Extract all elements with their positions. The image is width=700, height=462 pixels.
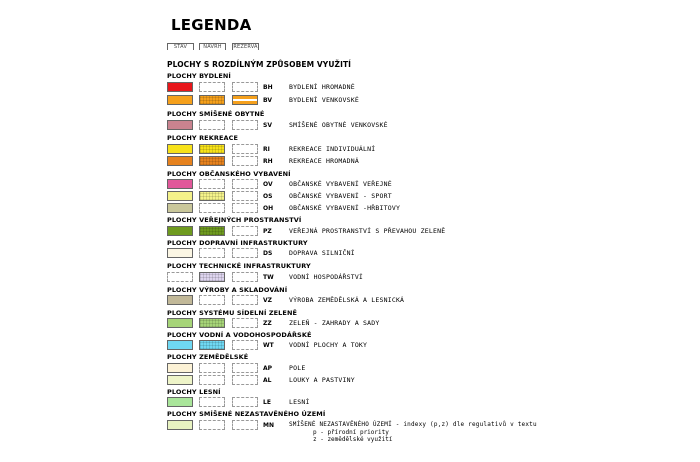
swatch-ov-stav — [167, 179, 193, 189]
swatch-ri-stav — [167, 144, 193, 154]
swatch-mn-rezerva — [232, 420, 258, 430]
swatch-bv-rezerva — [232, 95, 258, 105]
swatch-bh-rezerva — [232, 82, 258, 92]
code-oh: OH — [263, 205, 274, 212]
column-stav: STAV — [167, 43, 194, 50]
section-vyroby: PLOCHY VÝROBY A SKLADOVÁNÍ — [167, 286, 288, 294]
desc-al: LOUKY A PASTVINY — [289, 376, 355, 384]
desc-tw: VODNÍ HOSPODÁŘSTVÍ — [289, 273, 364, 281]
swatch-zz-navrh — [199, 318, 225, 328]
desc-oh: OBČANSKÉ VYBAVENÍ -HŘBITOVY — [289, 204, 401, 212]
swatch-vz-stav — [167, 295, 193, 305]
swatch-ds-navrh — [199, 248, 225, 258]
swatch-zz-stav — [167, 318, 193, 328]
desc-ds: DOPRAVA SILNIČNÍ — [289, 249, 355, 257]
column-rezerva: REZERVA — [233, 44, 258, 50]
desc-mn-sub-z: z - zemědělské využití — [313, 436, 393, 443]
code-os: OS — [263, 193, 273, 200]
swatch-vz-rezerva — [232, 295, 258, 305]
desc-mn-sub-p: p - přírodní priority — [313, 429, 389, 436]
code-al: AL — [263, 377, 272, 384]
section-rekreace: PLOCHY REKREACE — [167, 134, 239, 142]
section-obcanske: PLOCHY OBČANSKÉHO VYBAVENÍ — [167, 170, 291, 178]
swatch-os-navrh — [199, 191, 225, 201]
desc-le: LESNÍ — [289, 398, 310, 406]
desc-mn: SMÍŠENÉ NEZASTAVĚNÉHO ÚZEMÍ - indexy (p,z) dle regulativů v textu — [289, 421, 537, 428]
section-zemedelske: PLOCHY ZEMĚDĚLSKÉ — [167, 353, 249, 361]
section-zelene: PLOCHY SYSTÉMU SÍDELNÍ ZELENĚ — [167, 309, 298, 317]
swatch-pz-stav — [167, 226, 193, 236]
swatch-os-rezerva — [232, 191, 258, 201]
swatch-bh-stav — [167, 82, 193, 92]
desc-pz: VEŘEJNÁ PROSTRANSTVÍ S PŘEVAHOU ZELENĚ — [289, 227, 446, 235]
code-tw: TW — [263, 274, 274, 281]
swatch-wt-stav — [167, 340, 193, 350]
desc-ri: REKREACE INDIVIDUÁLNÍ — [289, 145, 376, 153]
desc-sv: SMÍŠENÉ OBYTNÉ VENKOVSKÉ — [289, 121, 388, 129]
swatch-pz-navrh — [199, 226, 225, 236]
swatch-oh-stav — [167, 203, 193, 213]
code-bv: BV — [263, 97, 272, 104]
swatch-ds-stav — [167, 248, 193, 258]
desc-bv: BYDLENÍ VENKOVSKÉ — [289, 96, 359, 104]
code-ov: OV — [263, 181, 273, 188]
swatch-tw-navrh — [199, 272, 225, 282]
swatch-ap-rezerva — [232, 363, 258, 373]
swatch-le-rezerva — [232, 397, 258, 407]
swatch-bh-navrh — [199, 82, 225, 92]
swatch-sv-rezerva — [232, 120, 258, 130]
swatch-tw-rezerva — [232, 272, 258, 282]
code-ds: DS — [263, 250, 273, 257]
desc-rh: REKREACE HROMADNÁ — [289, 157, 359, 165]
swatch-wt-rezerva — [232, 340, 258, 350]
desc-os: OBČANSKÉ VYBAVENÍ - SPORT — [289, 192, 392, 200]
code-vz: VZ — [263, 297, 272, 304]
swatch-wt-navrh — [199, 340, 225, 350]
swatch-ri-rezerva — [232, 144, 258, 154]
desc-ov: OBČANSKÉ VYBAVENÍ VEŘEJNÉ — [289, 180, 392, 188]
section-vodni: PLOCHY VODNÍ A VODOHOSPODÁŘSKÉ — [167, 331, 312, 339]
swatch-al-rezerva — [232, 375, 258, 385]
swatch-rh-navrh — [199, 156, 225, 166]
swatch-tw-stav — [167, 272, 193, 282]
swatch-pz-rezerva — [232, 226, 258, 236]
code-ap: AP — [263, 365, 273, 372]
column-navrh: NÁVRH — [199, 43, 226, 50]
swatch-ov-rezerva — [232, 179, 258, 189]
desc-zz: ZELEŇ - ZAHRADY A SADY — [289, 319, 380, 327]
section-smisene: PLOCHY SMÍŠENÉ OBYTNÉ — [167, 110, 265, 118]
section-bydleni: PLOCHY BYDLENÍ — [167, 72, 231, 80]
desc-wt: VODNÍ PLOCHY A TOKY — [289, 341, 368, 349]
swatch-le-navrh — [199, 397, 225, 407]
swatch-ri-navrh — [199, 144, 225, 154]
swatch-sv-navrh — [199, 120, 225, 130]
section-technicke: PLOCHY TECHNICKÉ INFRASTRUKTURY — [167, 262, 311, 270]
swatch-ov-navrh — [199, 179, 225, 189]
swatch-ds-rezerva — [232, 248, 258, 258]
swatch-ap-navrh — [199, 363, 225, 373]
swatch-sv-stav — [167, 120, 193, 130]
section-nezastavene: PLOCHY SMÍŠENÉ NEZASTAVĚNÉHO ÚZEMÍ — [167, 410, 326, 418]
swatch-os-stav — [167, 191, 193, 201]
swatch-zz-rezerva — [232, 318, 258, 328]
swatch-mn-stav — [167, 420, 193, 430]
code-ri: RI — [263, 146, 270, 153]
code-bh: BH — [263, 84, 273, 91]
code-pz: PZ — [263, 228, 272, 235]
swatch-rh-rezerva — [232, 156, 258, 166]
desc-bh: BYDLENÍ HROMADNÉ — [289, 83, 355, 91]
swatch-al-stav — [167, 375, 193, 385]
swatch-oh-navrh — [199, 203, 225, 213]
code-wt: WT — [263, 342, 274, 349]
swatch-rh-stav — [167, 156, 193, 166]
swatch-vz-navrh — [199, 295, 225, 305]
code-rh: RH — [263, 158, 273, 165]
legend-title: LEGENDA — [171, 16, 252, 34]
code-le: LE — [263, 399, 271, 406]
code-sv: SV — [263, 122, 272, 129]
desc-ap: POLE — [289, 364, 306, 372]
desc-vz: VÝROBA ZEMĚDĚLSKÁ A LESNICKÁ — [289, 296, 405, 304]
swatch-bv-navrh — [199, 95, 225, 105]
section-dopravni: PLOCHY DOPRAVNÍ INFRASTRUKTURY — [167, 239, 308, 247]
swatch-ap-stav — [167, 363, 193, 373]
swatch-mn-navrh — [199, 420, 225, 430]
code-mn: MN — [263, 422, 274, 429]
swatch-al-navrh — [199, 375, 225, 385]
swatch-le-stav — [167, 397, 193, 407]
section-verejne: PLOCHY VEŘEJNÝCH PROSTRANSTVÍ — [167, 216, 302, 224]
section-lesni: PLOCHY LESNÍ — [167, 388, 221, 396]
code-zz: ZZ — [263, 320, 272, 327]
swatch-bv-stav — [167, 95, 193, 105]
legend-heading: PLOCHY S ROZDÍLNÝM ZPŮSOBEM VYUŽITÍ — [167, 60, 352, 69]
swatch-oh-rezerva — [232, 203, 258, 213]
